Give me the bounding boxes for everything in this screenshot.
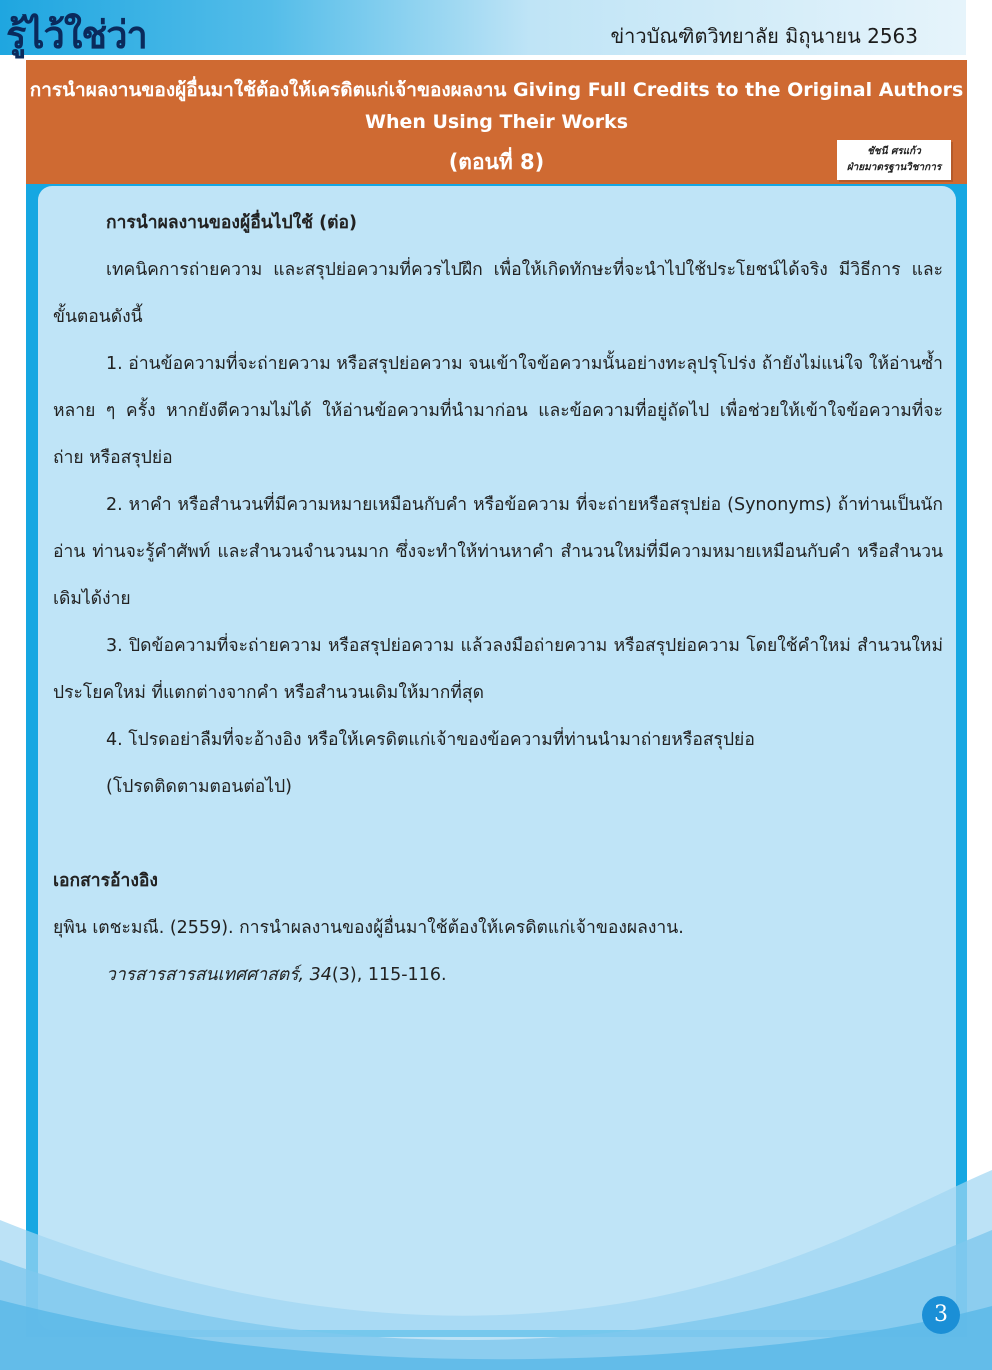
author-department: ฝ่ายมาตรฐานวิชาการ	[846, 162, 942, 173]
journal-title: วารสารสารสนเทศศาสตร์, 34	[106, 965, 332, 985]
author-name: ชัชนี ศรแก้ว	[867, 146, 921, 157]
article-title-block	[26, 60, 967, 184]
article-body	[53, 200, 943, 999]
header-banner	[0, 0, 966, 55]
decorative-waves	[0, 1150, 992, 1370]
author-card	[837, 140, 951, 180]
intro-paragraph: เทคนิคการถ่ายความ และสรุปย่อความที่ควรไปฝึก เพื่อให้เกิดทักษะที่จะนำไปใช้ประโยชน์ได้จริง มีวิธีการ และขั้นตอนดังนี้	[53, 260, 943, 327]
step-2: 2. หาคำ หรือสำนวนที่มีความหมายเหมือนกับคำ หรือข้อความ ที่จะถ่ายหรือสรุปย่อ (Synonyms) ถ้าท่านเป็นนักอ่าน ท่านจะรู้คำศัพท์ และสำนวนจำนวนมาก ซึ่งจะทำให้ท่านหาคำ สำนวนใหม่ที่มีความหมายเหมือนกับคำ หรือสำนวนเดิมได้ง่าย	[53, 495, 943, 609]
step-4: 4. โปรดอย่าลืมที่จะอ้างอิง หรือให้เครดิตแก่เจ้าของข้อความที่ท่านนำมาถ่ายหรือสรุปย่อ	[106, 730, 755, 750]
page-number: 3	[922, 1296, 960, 1334]
issue-date: ข่าวบัณฑิตวิทยาลัย มิถุนายน 2563	[610, 24, 918, 48]
step-3: 3. ปิดข้อความที่จะถ่ายความ หรือสรุปย่อความ แล้วลงมือถ่ายความ หรือสรุปย่อความ โดยใช้คำใหม่ สำนวนใหม่ ประโยคใหม่ ที่แตกต่างจากคำ หรือสำนวนเดิมให้มากที่สุด	[53, 636, 943, 703]
step-1: 1. อ่านข้อความที่จะถ่ายความ หรือสรุปย่อความ จนเข้าใจข้อความนั้นอย่างทะลุปรุโปร่ง ถ้ายังไม่แน่ใจ ให้อ่านซ้ำหลาย ๆ ครั้ง หากยังตีความไม่ได้ ให้อ่านข้อความที่นำมาก่อน และข้อความที่อยู่ถัดไป เพื่อช่วยให้เข้าใจข้อความที่จะถ่าย หรือสรุปย่อ	[53, 354, 943, 468]
reference-journal	[53, 952, 943, 999]
references-heading: เอกสารอ้างอิง	[53, 871, 158, 891]
logo: รู้ไว้ใช่ว่า	[6, 13, 147, 57]
continued-note: (โปรดติดตามตอนต่อไป)	[106, 777, 293, 797]
journal-issue-pages: (3), 115-116.	[331, 965, 447, 985]
reference-entry: ยุพิน เตชะมณี. (2559). การนำผลงานของผู้อื่นมาใช้ต้องให้เครดิตแก่เจ้าของผลงาน.	[53, 918, 684, 938]
title-episode: (ตอนที่ 8)	[448, 150, 545, 174]
title-line-2: When Using Their Works	[364, 111, 629, 133]
section-heading: การนำผลงานของผู้อื่นไปใช้ (ต่อ)	[106, 213, 357, 233]
title-line-1: การนำผลงานของผู้อื่นมาใช้ต้องให้เครดิตแก่เจ้าของผลงาน Giving Full Credits to the Original Authors	[29, 79, 964, 101]
